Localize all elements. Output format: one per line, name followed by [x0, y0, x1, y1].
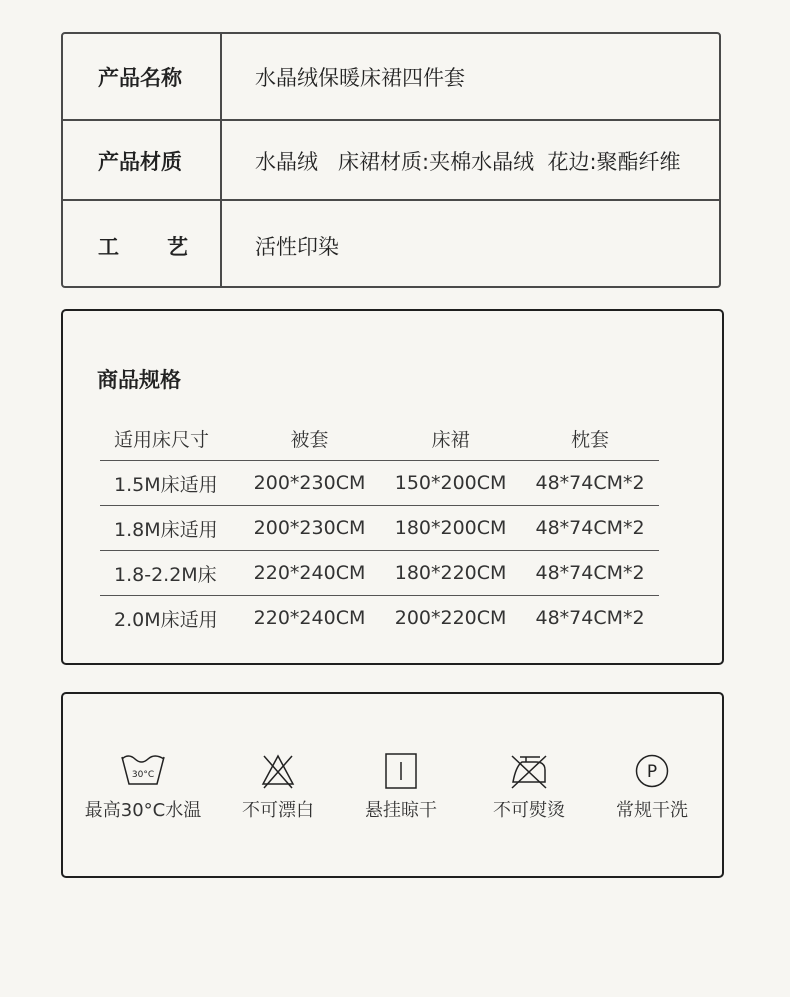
table-row: [100, 506, 659, 551]
table-cell: 200*230CM: [239, 461, 380, 506]
spec-header-cell: 床裙: [431, 429, 470, 451]
care-item-iron: [464, 752, 594, 822]
wash-temp-text: 30°C: [131, 770, 155, 780]
care-item-bleach: [213, 752, 343, 822]
spec-header-cell: 枕套: [571, 429, 610, 451]
table-cell: 200*230CM: [239, 506, 380, 551]
table-cell: 180*200CM: [380, 506, 521, 551]
no-iron-icon: [508, 752, 550, 790]
care-instructions-box: [61, 692, 724, 878]
care-item-dry: [336, 752, 466, 822]
info-label: [98, 231, 188, 261]
info-value: 活性印染: [255, 234, 339, 259]
table-cell: 2.0M床适用: [100, 596, 239, 641]
table-cell: 1.8-2.2M床: [100, 551, 239, 596]
info-row-material: [63, 119, 719, 201]
no-bleach-icon: [260, 752, 296, 790]
table-cell: 180*220CM: [380, 551, 521, 596]
info-value: 水晶绒保暖床裙四件套: [255, 65, 465, 90]
info-label-char: 工: [98, 234, 119, 259]
table-row: [100, 596, 659, 641]
info-row-craft: [63, 199, 719, 290]
care-label: 不可熨烫: [493, 800, 565, 821]
care-item-wash: [78, 752, 208, 822]
care-label: 最高30°C水温: [84, 800, 202, 821]
table-cell: 48*74CM*2: [521, 596, 659, 641]
spec-header-row: [100, 417, 659, 461]
table-cell: 220*240CM: [239, 551, 380, 596]
table-cell: 200*220CM: [380, 596, 521, 641]
table-row: [100, 461, 659, 506]
info-row-name: [63, 34, 719, 119]
care-label: 常规干洗: [616, 800, 688, 821]
info-label: 产品名称: [98, 65, 182, 90]
info-label: 产品材质: [98, 150, 182, 174]
spec-header-cell: 适用床尺寸: [114, 429, 210, 451]
dry-clean-p-icon: [633, 752, 671, 790]
table-cell: 48*74CM*2: [521, 461, 659, 506]
spec-table: [100, 417, 659, 640]
product-info-table: [61, 32, 721, 288]
table-row: [100, 551, 659, 596]
table-cell: 48*74CM*2: [521, 551, 659, 596]
info-label-char: 艺: [167, 234, 188, 259]
table-cell: 48*74CM*2: [521, 506, 659, 551]
table-cell: 150*200CM: [380, 461, 521, 506]
table-cell: 220*240CM: [239, 596, 380, 641]
care-label: 不可漂白: [242, 800, 314, 821]
spec-box: [61, 309, 724, 665]
table-cell: 1.8M床适用: [100, 506, 239, 551]
spec-title: 商品规格: [97, 368, 181, 392]
info-value: 水晶绒 床裙材质:夹棉水晶绒 花边:聚酯纤维: [255, 150, 681, 174]
table-cell: 1.5M床适用: [100, 461, 239, 506]
dry-clean-letter: P: [646, 762, 658, 782]
wash-30c-icon: [120, 752, 166, 790]
care-label: 悬挂晾干: [365, 800, 437, 821]
hang-dry-icon: [384, 752, 418, 790]
spec-header-cell: 被套: [290, 429, 329, 451]
care-item-dryclean: [587, 752, 717, 822]
